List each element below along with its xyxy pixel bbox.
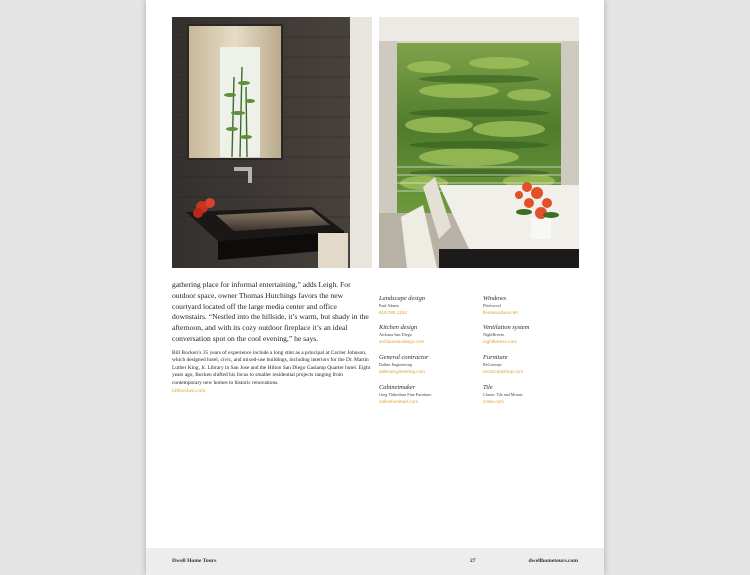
credit-name: Classic Tile and Mosaic (483, 392, 524, 397)
credit-title: Furniture (483, 354, 508, 361)
dining-illustration (379, 17, 579, 268)
credit-cabinetmaker (379, 384, 479, 405)
credit-title: Windows (483, 295, 507, 302)
credit-link[interactable]: ctmla.com (483, 399, 504, 404)
bathroom-illustration (172, 17, 372, 268)
footer-page-number: 27 (470, 558, 476, 564)
credit-title: General contractor (379, 354, 429, 361)
credit-windows (483, 295, 583, 316)
credit-name: ReConcept (483, 362, 502, 367)
credit-link[interactable]: dalkinengineering.com (379, 369, 425, 374)
credit-link[interactable]: fleetwoodusa.net (483, 310, 518, 315)
credit-title: Ventilation system (483, 324, 530, 331)
credit-landscape-design (379, 295, 479, 316)
credit-ventilation-system (483, 324, 583, 345)
page-footer (146, 548, 604, 575)
credit-title: Tile (483, 384, 493, 391)
footer-website[interactable]: dwellhometours.com (528, 558, 578, 564)
credit-furniture (483, 354, 583, 375)
architect-website-link[interactable]: billbocken.com (172, 388, 206, 395)
credit-title: Cabinetmaker (379, 384, 416, 391)
credit-name: Dalkin Engineering (379, 362, 412, 367)
architect-bio-text: Bill Bocken’s 35 years of experience include a long stint as a principal at Carrier Johnson, which designed hotel, civic, and mixed-use buildings, including interiors for the Dr. Martin Luther King, Jr. Library in San Jose and the Hilton San Diego Gaslamp Quarter hotel. Eight years ago, Bocken shifted his focus to smaller residential projects ranging from contemporary new homes to historic renovations. (172, 350, 371, 386)
footer-publication-name: Dwell Home Tours (172, 558, 217, 564)
article-body-text: gathering place for informal entertaining,” adds Leigh. For outdoor space, owner Thomas Hutchings favors the new courtyard located off the large media center and office downstairs. “Nestled into the hillside, it’s warm, but shady in the afternoon, and with its cozy outdoor fireplace it’s an ideal conversation spot on the cool evening,” he says. (172, 280, 369, 343)
credit-link[interactable]: nightbreeze.com (483, 339, 517, 344)
credit-link[interactable]: 619.295.1162 (379, 310, 407, 315)
architect-bio (172, 350, 372, 395)
credit-general-contractor (379, 354, 479, 375)
credit-kitchen-design (379, 324, 479, 345)
credit-name: NightBreeze (483, 332, 505, 337)
credit-title: Landscape design (379, 295, 425, 302)
credit-name: Greg Thibodeau Fine Furniture (379, 392, 432, 397)
credit-title: Kitchen design (379, 324, 418, 331)
credit-link[interactable]: onlinefurniture.com (379, 399, 419, 404)
bathroom-photo (172, 17, 372, 268)
credit-name: Archana San Diego (379, 332, 412, 337)
credit-link[interactable]: reconceptshop.com (483, 369, 524, 374)
credit-tile (483, 384, 583, 405)
credit-name: Paul Adams (379, 303, 400, 308)
credit-name: Fleetwood (483, 303, 501, 308)
credit-link[interactable]: archanasandiego.com (379, 339, 425, 344)
magazine-page (146, 0, 604, 575)
garden-dining-photo (379, 17, 579, 268)
